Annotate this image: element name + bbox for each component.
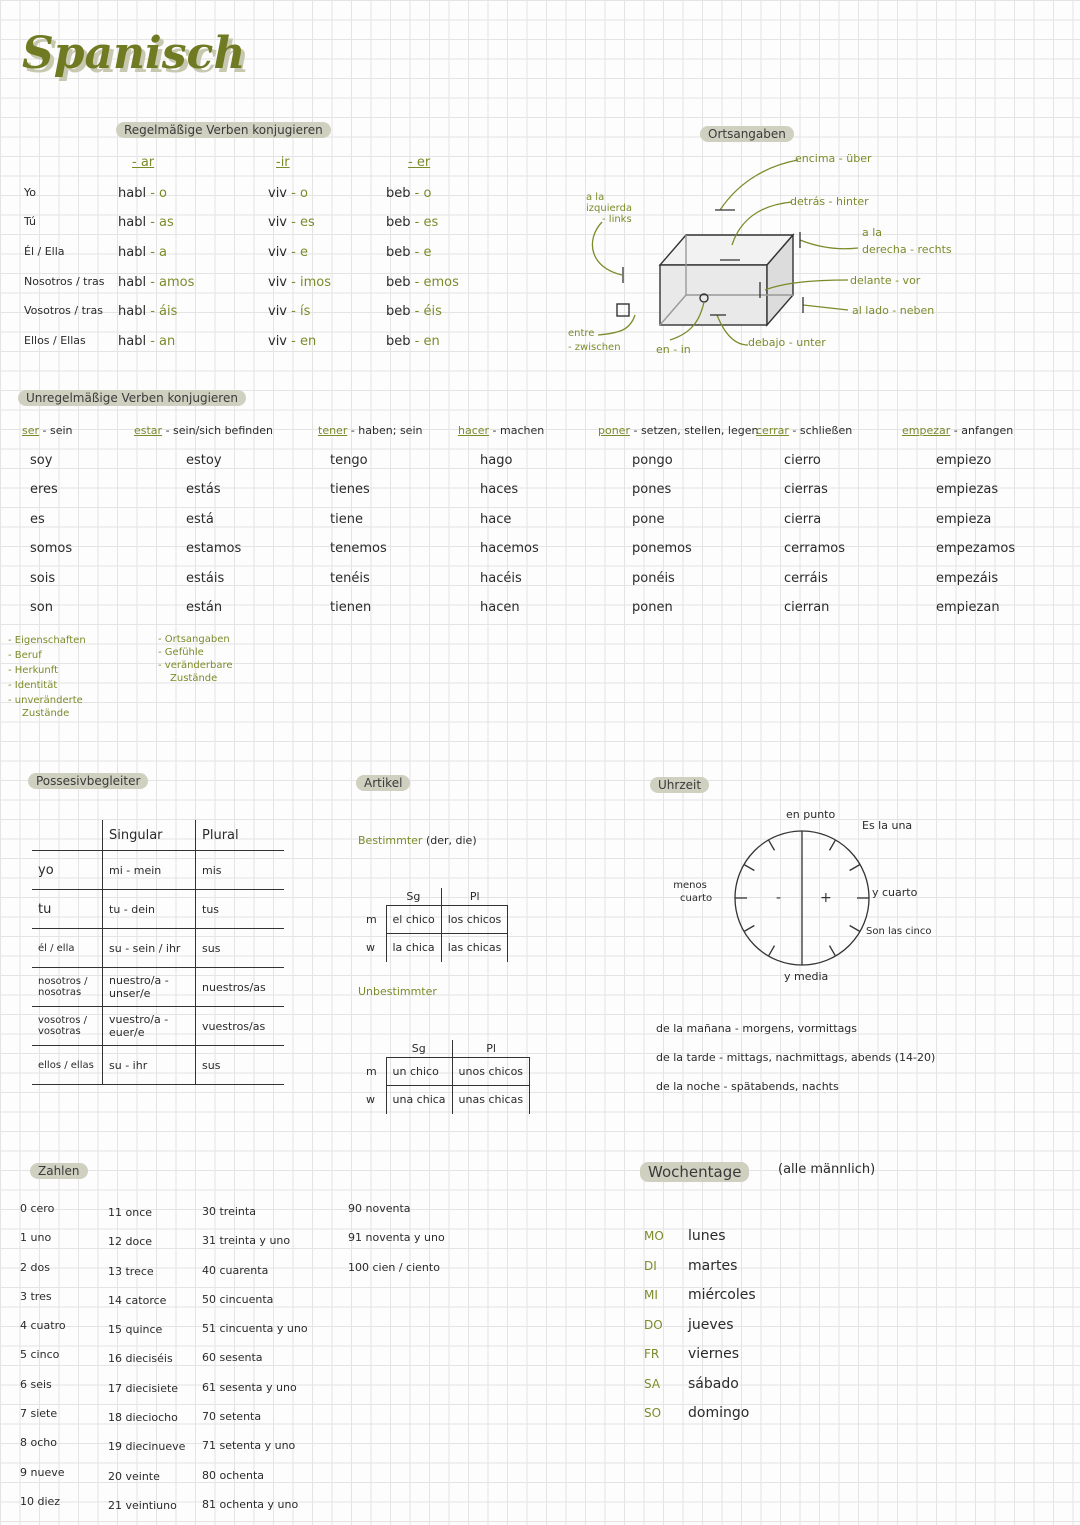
clock-es-la-una: Es la una bbox=[862, 819, 913, 832]
ser-uses bbox=[8, 633, 86, 719]
irregular-form: tienen bbox=[330, 600, 372, 615]
pronoun-label: Vosotros / tras bbox=[24, 304, 103, 317]
possessive-heading: Possesivbegleiter bbox=[28, 773, 148, 789]
clock-tick bbox=[830, 946, 836, 956]
poss-singular: su - sein / ihr bbox=[103, 929, 196, 968]
irregular-form: empieza bbox=[936, 512, 992, 527]
irregular-form: empezamos bbox=[936, 541, 1016, 556]
number-item: 18 dieciocho bbox=[108, 1411, 178, 1425]
poss-singular: tu - dein bbox=[103, 890, 196, 929]
verb-form-ir bbox=[268, 215, 315, 230]
number-item: 1 uno bbox=[20, 1231, 52, 1245]
verb-ending: - es bbox=[291, 215, 315, 230]
verb-stem: habl bbox=[118, 215, 147, 230]
irregular-infinitive: ser bbox=[22, 424, 40, 437]
verb-form-ar bbox=[118, 275, 194, 290]
weekday-name: viernes bbox=[688, 1346, 740, 1362]
verb-stem: habl bbox=[118, 275, 147, 290]
irregular-form: pones bbox=[632, 482, 672, 497]
poss-plural: vuestros/as bbox=[196, 1007, 285, 1046]
possessive-grid bbox=[32, 820, 284, 1085]
verb-form-er bbox=[386, 275, 459, 290]
verb-ending: - a bbox=[150, 245, 168, 260]
pronoun-label: Yo bbox=[24, 186, 36, 199]
irregular-infinitive: empezar bbox=[902, 424, 951, 437]
orts-izq-line1: a la bbox=[586, 192, 605, 203]
number-item: 4 cuatro bbox=[20, 1319, 66, 1333]
irregular-form: hacéis bbox=[480, 571, 522, 586]
weekday-name: domingo bbox=[688, 1405, 750, 1421]
orts-der-line2: derecha - rechts bbox=[862, 243, 952, 256]
verb-ending: - e bbox=[414, 245, 432, 260]
verb-form-er bbox=[386, 334, 440, 349]
numbers-column-2 bbox=[108, 1198, 185, 1520]
poss-pronoun: nosotros / nosotras bbox=[32, 968, 103, 1007]
ser-use-item: - Identität bbox=[8, 680, 58, 691]
verb-stem: beb bbox=[386, 304, 411, 319]
article-sg: un chico bbox=[386, 1058, 452, 1086]
article-col-sg: Sg bbox=[386, 1040, 452, 1058]
clock-tick bbox=[744, 865, 754, 871]
bestimmter-label: Bestimmter bbox=[358, 834, 423, 847]
clock-en-punto: en punto bbox=[786, 808, 836, 821]
number-item: 91 noventa y uno bbox=[348, 1231, 445, 1245]
article-grid bbox=[360, 1040, 530, 1114]
irregular-form: tenemos bbox=[330, 541, 387, 556]
verb-ending: - áis bbox=[150, 304, 178, 319]
poss-pronoun: tu bbox=[32, 890, 103, 929]
irregular-form: soy bbox=[30, 453, 53, 468]
article-corner bbox=[360, 888, 386, 906]
verb-form-ar bbox=[118, 334, 175, 349]
clock-menos-cuarto bbox=[668, 879, 712, 905]
number-item: 17 diecisiete bbox=[108, 1381, 179, 1395]
verb-stem: habl bbox=[118, 186, 147, 201]
number-item: 8 ocho bbox=[20, 1436, 57, 1450]
article-pl: los chicos bbox=[441, 906, 508, 934]
verb-ending: - o bbox=[150, 186, 167, 201]
pronoun-label: Tú bbox=[24, 215, 37, 228]
ending-ar: - ar bbox=[132, 155, 155, 170]
time-of-day-list bbox=[656, 1014, 935, 1101]
verb-form-ir bbox=[268, 334, 316, 349]
article-col-sg: Sg bbox=[386, 888, 441, 906]
uhrzeit-heading: Uhrzeit bbox=[650, 777, 709, 793]
verb-stem: beb bbox=[386, 186, 411, 201]
numbers-column-3 bbox=[202, 1197, 308, 1519]
verb-ending: - as bbox=[150, 215, 174, 230]
verb-form-ir bbox=[268, 186, 308, 201]
number-item: 14 catorce bbox=[108, 1293, 167, 1307]
ser-use-item: - Herkunft bbox=[8, 665, 58, 676]
article-pl: las chicas bbox=[441, 934, 508, 962]
number-item: 50 cincuenta bbox=[202, 1292, 274, 1306]
irregular-form: hago bbox=[480, 453, 513, 468]
irregular-verb-header bbox=[318, 424, 422, 437]
orts-izq-line2: izquierda bbox=[586, 203, 633, 214]
irregular-form: son bbox=[30, 600, 53, 615]
irregular-form: está bbox=[186, 512, 214, 527]
number-item: 30 treinta bbox=[202, 1205, 256, 1218]
clock-tick bbox=[830, 840, 836, 850]
irregular-form: tienes bbox=[330, 482, 370, 497]
verb-stem: viv bbox=[268, 215, 287, 230]
clock-diagram bbox=[720, 820, 880, 980]
clock-son-las-cinco: Son las cinco bbox=[866, 926, 932, 937]
irregular-form: cierras bbox=[784, 482, 828, 497]
ser-use-item: Zustände bbox=[22, 708, 70, 719]
ortsangaben-heading: Ortsangaben bbox=[700, 126, 794, 142]
poss-col-singular: Singular bbox=[103, 820, 196, 851]
verb-form-er bbox=[386, 186, 431, 201]
number-item: 40 cuarenta bbox=[202, 1263, 269, 1277]
indefinite-article-table bbox=[360, 1040, 530, 1114]
verb-form-ar bbox=[118, 245, 167, 260]
irregular-form: cierro bbox=[784, 453, 821, 468]
regular-verbs-heading: Regelmäßige Verben konjugieren bbox=[116, 122, 331, 138]
poss-pronoun: yo bbox=[32, 851, 103, 890]
verb-stem: beb bbox=[386, 215, 411, 230]
poss-singular: mi - mein bbox=[103, 851, 196, 890]
poss-singular: su - ihr bbox=[103, 1046, 196, 1085]
weekday-abbr: MI bbox=[644, 1288, 658, 1302]
orts-allado: al lado - neben bbox=[852, 304, 935, 317]
estar-use-item: - Ortsangaben bbox=[158, 634, 230, 645]
estar-use-item: - veränderbare bbox=[158, 660, 233, 671]
article-gender: m bbox=[366, 1065, 377, 1078]
irregular-form: estamos bbox=[186, 541, 242, 556]
weekday-name: jueves bbox=[688, 1316, 734, 1333]
bestimmter-note: (der, die) bbox=[422, 834, 477, 847]
definite-article-table bbox=[360, 888, 508, 962]
weekday-abbr: FR bbox=[644, 1347, 660, 1361]
verb-ending: - en bbox=[414, 334, 440, 349]
verb-form-ar bbox=[118, 215, 174, 230]
article-gender: w bbox=[366, 941, 375, 954]
orts-izq-line3: - links bbox=[602, 214, 632, 225]
number-item: 70 setenta bbox=[202, 1410, 262, 1424]
irregular-form: tiene bbox=[330, 512, 363, 527]
irregular-meaning: - setzen, stellen, legen bbox=[629, 424, 759, 437]
verb-stem: habl bbox=[118, 245, 147, 260]
verb-form-ar bbox=[118, 186, 167, 201]
irregular-form: ponen bbox=[632, 600, 673, 615]
numbers-column-4 bbox=[348, 1194, 445, 1282]
page-title: Spanisch bbox=[22, 28, 246, 79]
verb-form-er bbox=[386, 245, 431, 260]
number-item: 7 siete bbox=[20, 1407, 58, 1421]
irregular-meaning: - sein/sich befinden bbox=[162, 424, 273, 437]
verb-form-ar bbox=[118, 304, 177, 319]
number-item: 71 setenta y uno bbox=[202, 1439, 296, 1453]
poss-plural: mis bbox=[196, 851, 285, 890]
irregular-form: estáis bbox=[186, 571, 225, 586]
verb-ending: - an bbox=[150, 334, 176, 349]
article-sg: el chico bbox=[386, 906, 441, 934]
irregular-form: tenéis bbox=[330, 571, 370, 586]
article-sg: la chica bbox=[386, 934, 441, 962]
verb-stem: habl bbox=[118, 304, 147, 319]
estar-uses bbox=[158, 633, 233, 685]
weekday-abbr: MO bbox=[644, 1229, 664, 1243]
irregular-form: cerráis bbox=[784, 571, 828, 586]
unbestimmter-label: Unbestimmter bbox=[358, 985, 437, 998]
irregular-infinitive: estar bbox=[134, 424, 163, 437]
wochentage-heading: Wochentage bbox=[640, 1162, 749, 1182]
irregular-form: hace bbox=[480, 512, 512, 527]
number-item: 61 sesenta y uno bbox=[202, 1380, 297, 1394]
weekday-abbr: DI bbox=[644, 1258, 657, 1273]
weekday-list bbox=[644, 1222, 756, 1429]
ending-er: - er bbox=[408, 155, 431, 170]
number-item: 12 doce bbox=[108, 1235, 153, 1249]
weekday-row bbox=[644, 1252, 756, 1282]
numbers-column-1 bbox=[20, 1194, 66, 1516]
zahlen-heading: Zahlen bbox=[30, 1163, 88, 1179]
verb-ending: - e bbox=[291, 245, 308, 260]
orts-entre-line1: entre bbox=[568, 328, 595, 339]
clock-tick bbox=[769, 840, 775, 850]
irregular-form: empiezan bbox=[936, 600, 1000, 615]
poss-pronoun: él / ella bbox=[32, 929, 103, 968]
ser-use-item: - Beruf bbox=[8, 650, 42, 661]
weekday-abbr: DO bbox=[644, 1317, 663, 1332]
wochentage-note: (alle männlich) bbox=[778, 1162, 876, 1177]
verb-ending: - amos bbox=[150, 275, 195, 290]
weekday-row bbox=[644, 1281, 756, 1311]
orts-entre-line2: - zwischen bbox=[568, 342, 621, 353]
orts-en: en - in bbox=[656, 343, 691, 356]
number-item: 21 veintiuno bbox=[108, 1498, 177, 1512]
verb-ending: - imos bbox=[291, 275, 331, 290]
irregular-meaning: - haben; sein bbox=[347, 424, 423, 437]
weekday-name: martes bbox=[688, 1257, 738, 1274]
irregular-form: hacen bbox=[480, 600, 520, 615]
verb-ending: - es bbox=[414, 215, 439, 230]
clock-tick bbox=[850, 865, 860, 871]
irregular-form: empiezas bbox=[936, 482, 999, 497]
clock-tick bbox=[744, 926, 754, 932]
weekday-name: lunes bbox=[688, 1228, 726, 1244]
verb-ending: - o bbox=[414, 186, 432, 201]
orts-derecha bbox=[862, 224, 952, 258]
irregular-form: somos bbox=[30, 541, 73, 556]
article-col-pl: Pl bbox=[441, 888, 508, 906]
poss-col-plural: Plural bbox=[196, 820, 285, 851]
weekday-row bbox=[644, 1222, 756, 1252]
number-item: 60 sesenta bbox=[202, 1351, 263, 1365]
irregular-form: cerramos bbox=[784, 541, 845, 556]
article-col-pl: Pl bbox=[452, 1040, 530, 1058]
article-pl: unas chicas bbox=[452, 1086, 530, 1114]
estar-use-item: - Gefühle bbox=[158, 647, 204, 658]
ending-ir: -ir bbox=[276, 155, 290, 170]
verb-form-ir bbox=[268, 275, 331, 290]
article-gender: m bbox=[366, 913, 377, 926]
number-item: 19 diecinueve bbox=[108, 1440, 186, 1454]
irregular-form: cierra bbox=[784, 512, 822, 527]
number-item: 100 cien / ciento bbox=[348, 1260, 440, 1274]
clock-y-cuarto: y cuarto bbox=[872, 886, 918, 899]
verb-stem: viv bbox=[268, 245, 287, 260]
irregular-meaning: - sein bbox=[39, 424, 73, 437]
verb-form-ir bbox=[268, 304, 310, 319]
possessive-table bbox=[32, 820, 284, 1085]
verb-form-er bbox=[386, 215, 438, 230]
ser-use-item: - unveränderte bbox=[8, 695, 83, 706]
pronoun-label: Nosotros / tras bbox=[24, 275, 105, 288]
irregular-form: empiezo bbox=[936, 453, 992, 468]
poss-plural: tus bbox=[196, 890, 285, 929]
weekday-name: sábado bbox=[688, 1375, 739, 1392]
verb-form-er bbox=[386, 304, 442, 319]
orts-izquierda bbox=[586, 192, 632, 225]
number-item: 81 ochenta y uno bbox=[202, 1497, 299, 1511]
article-sg: una chica bbox=[386, 1086, 452, 1114]
irregular-form: eres bbox=[30, 482, 58, 497]
verb-stem: viv bbox=[268, 334, 287, 349]
irregular-form: estás bbox=[186, 482, 221, 497]
irregular-meaning: - anfangen bbox=[950, 424, 1014, 437]
clock-tick bbox=[769, 946, 775, 956]
irregular-verb-header bbox=[598, 424, 758, 437]
poss-plural: sus bbox=[196, 929, 285, 968]
verb-ending: - en bbox=[291, 334, 317, 349]
irregular-form: pone bbox=[632, 512, 665, 527]
irregular-verb-header bbox=[902, 424, 1013, 437]
ser-use-item: - Eigenschaften bbox=[8, 635, 86, 646]
verb-ending: - éis bbox=[414, 304, 442, 319]
number-item: 31 treinta y uno bbox=[202, 1234, 291, 1248]
irregular-form: es bbox=[30, 512, 45, 527]
poss-singular: vuestro/a - euer/e bbox=[103, 1007, 196, 1046]
irregular-form: están bbox=[186, 600, 223, 615]
clock-y-media: y media bbox=[784, 970, 829, 983]
number-item: 11 once bbox=[108, 1206, 153, 1219]
number-item: 80 ochenta bbox=[202, 1468, 265, 1482]
poss-singular: nuestro/a - unser/e bbox=[103, 968, 196, 1007]
irregular-meaning: - machen bbox=[489, 424, 545, 437]
number-item: 2 dos bbox=[20, 1260, 50, 1274]
verb-stem: beb bbox=[386, 275, 411, 290]
irregular-verb-header bbox=[134, 424, 273, 437]
verb-stem: habl bbox=[118, 334, 147, 349]
time-of-day-item: de la mañana - morgens, vormittags bbox=[656, 1022, 858, 1035]
number-item: 5 cinco bbox=[20, 1348, 60, 1362]
number-item: 16 dieciséis bbox=[108, 1352, 173, 1366]
time-of-day-item: de la noche - spätabends, nachts bbox=[656, 1080, 839, 1093]
verb-stem: viv bbox=[268, 275, 287, 290]
poss-pronoun: ellos / ellas bbox=[32, 1046, 103, 1085]
irregular-verb-header bbox=[22, 424, 73, 437]
irregular-form: haces bbox=[480, 482, 519, 497]
clock-tick bbox=[850, 926, 860, 932]
article-pl: unos chicos bbox=[452, 1058, 530, 1086]
irregular-verbs-heading: Unregelmäßige Verben konjugieren bbox=[18, 390, 246, 406]
time-of-day-item: de la tarde - mittags, nachmittags, abends (14-20) bbox=[656, 1051, 936, 1064]
poss-plural: sus bbox=[196, 1046, 285, 1085]
verb-stem: viv bbox=[268, 186, 287, 201]
verb-ending: - o bbox=[291, 186, 308, 201]
weekday-abbr: SO bbox=[644, 1406, 662, 1420]
pronoun-label: Ellos / Ellas bbox=[24, 334, 86, 347]
number-item: 90 noventa bbox=[348, 1202, 411, 1215]
bestimmter-line bbox=[358, 834, 477, 847]
orts-delante: delante - vor bbox=[850, 274, 921, 287]
orts-detras: detrás - hinter bbox=[790, 195, 869, 208]
artikel-heading: Artikel bbox=[356, 775, 410, 791]
orts-encima: encima - über bbox=[795, 152, 872, 165]
article-gender: w bbox=[366, 1093, 375, 1106]
verb-stem: beb bbox=[386, 334, 411, 349]
irregular-form: empezáis bbox=[936, 571, 999, 586]
irregular-infinitive: tener bbox=[318, 424, 348, 437]
number-item: 6 seis bbox=[20, 1377, 52, 1391]
weekday-row bbox=[644, 1370, 756, 1400]
weekday-abbr: SA bbox=[644, 1376, 661, 1391]
pronoun-label: Él / Ella bbox=[24, 245, 65, 258]
irregular-form: estoy bbox=[186, 453, 222, 468]
irregular-infinitive: poner bbox=[598, 424, 630, 437]
irregular-form: cierran bbox=[784, 600, 830, 615]
poss-pronoun: vosotros / vosotras bbox=[32, 1007, 103, 1046]
irregular-verb-header bbox=[458, 424, 544, 437]
weekday-name: miércoles bbox=[688, 1287, 756, 1303]
number-item: 3 tres bbox=[20, 1289, 52, 1303]
number-item: 15 quince bbox=[108, 1323, 163, 1337]
number-item: 10 diez bbox=[20, 1494, 61, 1508]
verb-form-ir bbox=[268, 245, 308, 260]
number-item: 20 veinte bbox=[108, 1469, 160, 1483]
number-item: 9 nueve bbox=[20, 1465, 65, 1479]
irregular-form: ponéis bbox=[632, 571, 675, 586]
clock-menos-line1: menos bbox=[673, 880, 707, 891]
verb-ending: - ís bbox=[291, 304, 311, 319]
irregular-form: tengo bbox=[330, 453, 368, 468]
weekday-row bbox=[644, 1399, 756, 1429]
irregular-meaning: - schließen bbox=[788, 424, 853, 437]
verb-stem: viv bbox=[268, 304, 287, 319]
irregular-form: hacemos bbox=[480, 541, 539, 556]
number-item: 0 cero bbox=[20, 1202, 55, 1215]
number-item: 13 trece bbox=[108, 1264, 154, 1278]
orts-debajo: debajo - unter bbox=[748, 336, 826, 349]
estar-use-item: Zustände bbox=[170, 673, 218, 684]
irregular-verb-header bbox=[756, 424, 852, 437]
clock-menos-line2: cuarto bbox=[680, 893, 713, 904]
orts-der-line1: a la bbox=[862, 226, 883, 239]
article-corner bbox=[360, 1040, 386, 1058]
article-grid bbox=[360, 888, 508, 962]
irregular-form: pongo bbox=[632, 453, 673, 468]
orts-entre bbox=[568, 327, 621, 355]
poss-corner bbox=[32, 820, 103, 851]
weekday-row bbox=[644, 1311, 756, 1341]
irregular-infinitive: hacer bbox=[458, 424, 490, 437]
irregular-form: sois bbox=[30, 571, 56, 586]
weekday-row bbox=[644, 1340, 756, 1370]
irregular-infinitive: cerrar bbox=[756, 424, 789, 437]
clock-minus: - bbox=[776, 890, 782, 906]
irregular-form: ponemos bbox=[632, 541, 692, 556]
poss-plural: nuestros/as bbox=[196, 968, 285, 1007]
number-item: 51 cincuenta y uno bbox=[202, 1322, 308, 1336]
clock-plus: + bbox=[820, 890, 832, 906]
verb-ending: - emos bbox=[414, 275, 459, 290]
verb-stem: beb bbox=[386, 245, 411, 260]
